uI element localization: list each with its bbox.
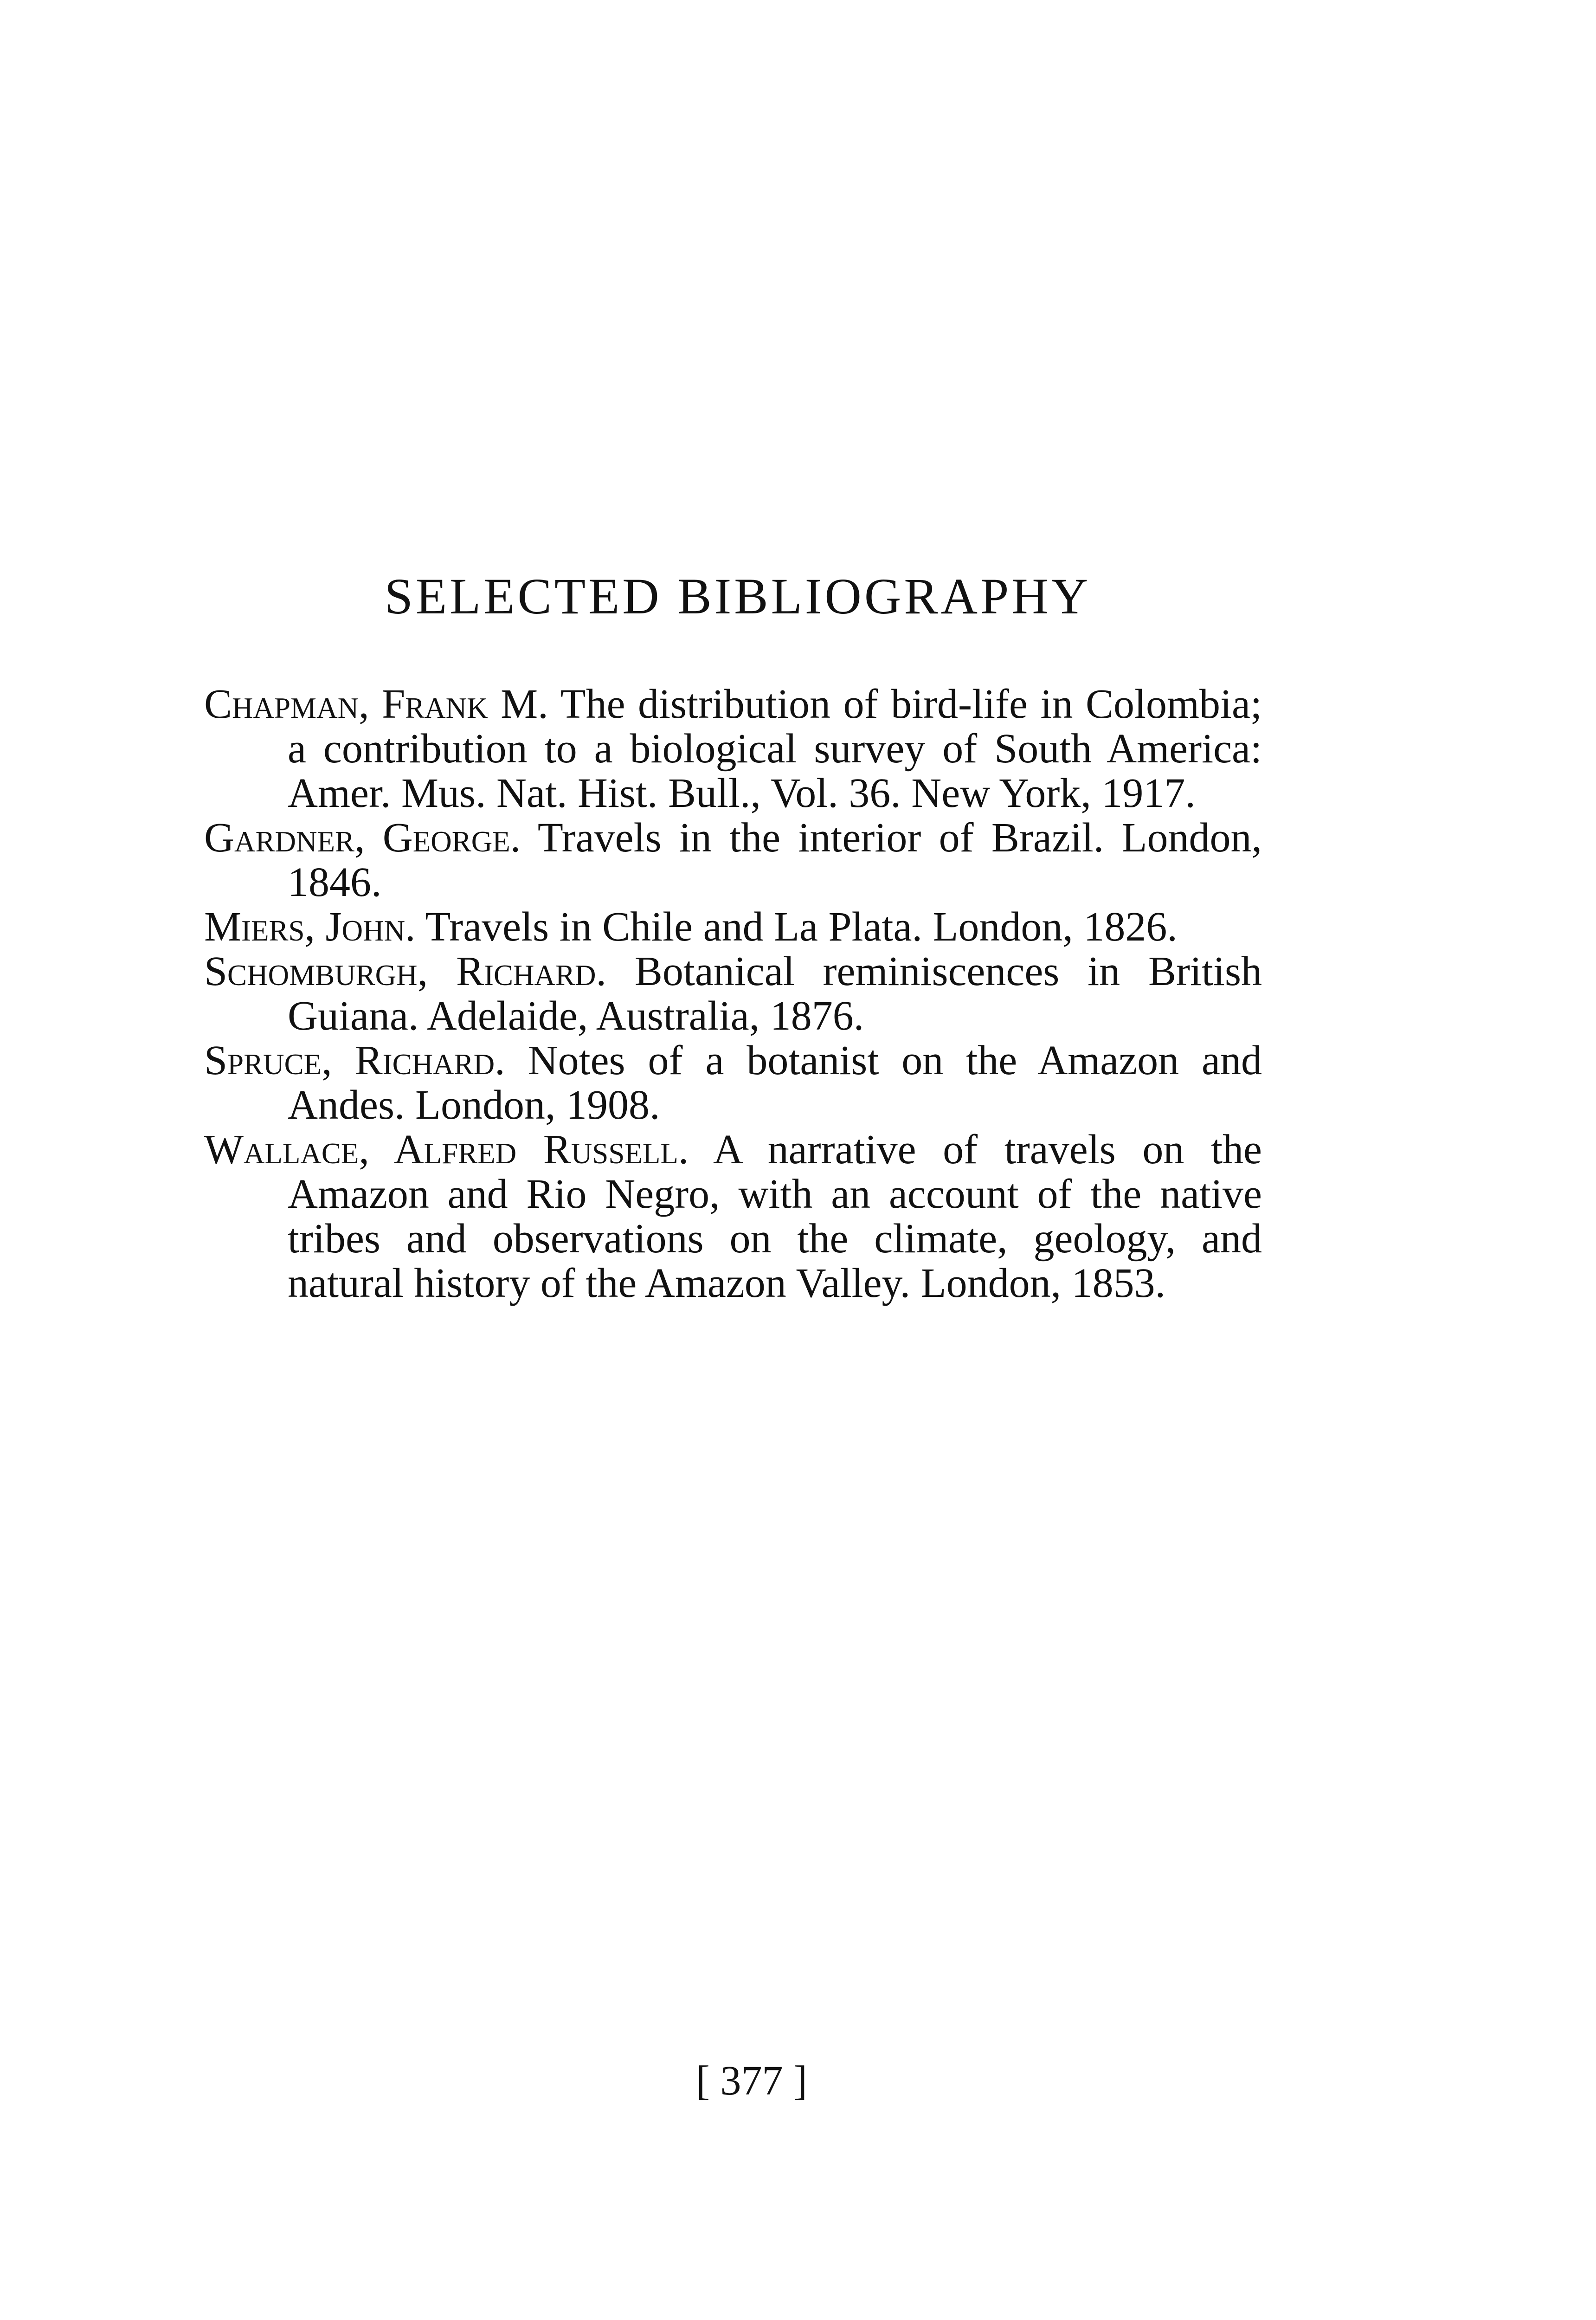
bibliography-entry bbox=[204, 682, 1262, 816]
entry-author: Spruce, Richard. bbox=[204, 1038, 505, 1083]
entry-author: Gardner, George. bbox=[204, 815, 521, 861]
page-title: SELECTED BIBLIOGRAPHY bbox=[384, 568, 1091, 625]
bibliography-entry bbox=[204, 816, 1262, 905]
entry-author: Miers, John. bbox=[204, 904, 416, 950]
bibliography-entry bbox=[204, 905, 1262, 949]
entry-author: Schomburgh, Richard. bbox=[204, 948, 606, 994]
bibliography-list bbox=[204, 682, 1262, 1306]
bibliography-entry bbox=[204, 949, 1262, 1038]
entry-text: Travels in the interior of Brazil. London, 1846. bbox=[288, 815, 1262, 905]
page-number: [ 377 ] bbox=[696, 2058, 807, 2104]
entry-author: Chapman, Frank M. bbox=[204, 681, 548, 727]
entry-text: The distribution of bird-life in Colombia; a contribution to a biological survey of South America: Amer. Mus. Nat. Hist. Bull., Vol. 36. New York, 1917. bbox=[288, 681, 1262, 816]
entry-author: Wallace, Alfred Russell. bbox=[204, 1127, 689, 1173]
entry-text: Botanical reminiscences in British Guiana. Adelaide, Australia, 1876. bbox=[288, 948, 1262, 1039]
entry-text: Travels in Chile and La Plata. London, 1826. bbox=[415, 904, 1178, 950]
entry-text: A narrative of travels on the Amazon and Rio Negro, with an account of the native tribes and observations on the climate, geology, and natural history of the Amazon Valley. London, 1853. bbox=[288, 1127, 1262, 1306]
entry-text: Notes of a botanist on the Amazon and Andes. London, 1908. bbox=[288, 1038, 1262, 1128]
bibliography-entry bbox=[204, 1038, 1262, 1128]
bibliography-entry bbox=[204, 1128, 1262, 1306]
